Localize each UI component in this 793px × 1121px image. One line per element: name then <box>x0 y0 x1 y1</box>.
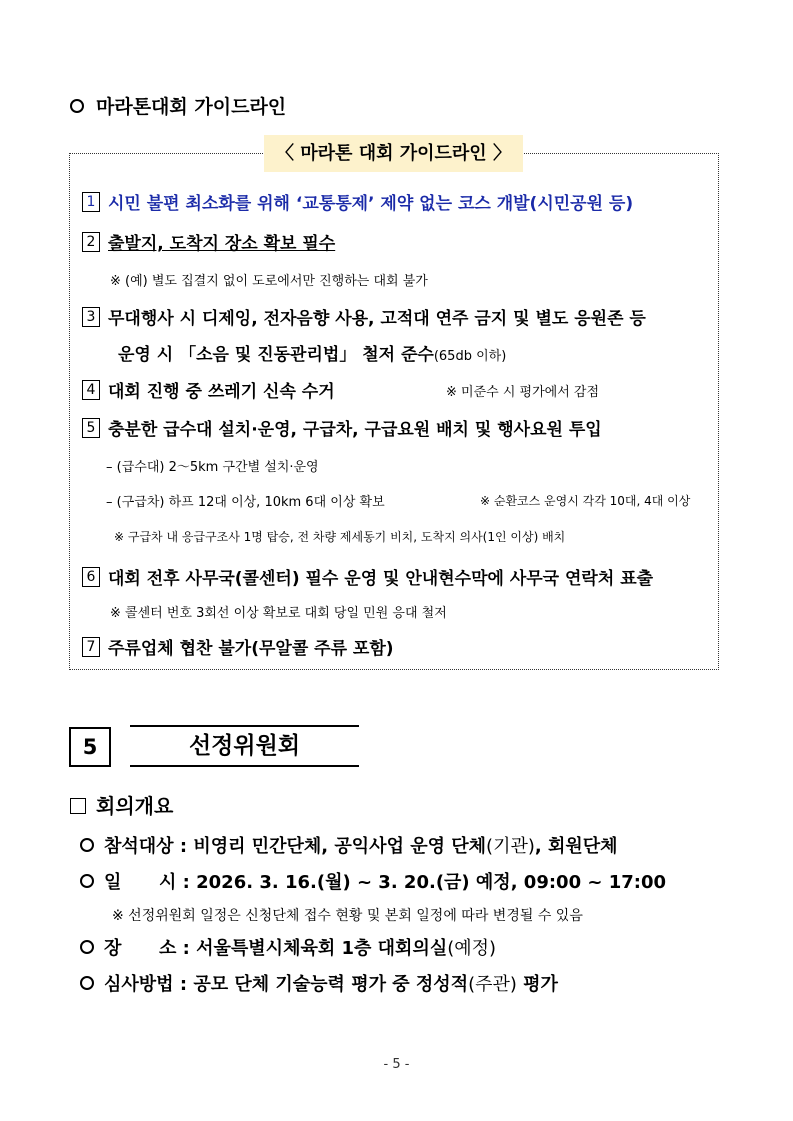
meeting-attendees: 참석대상 : 비영리 민간단체, 공익사업 운영 단체(기관), 회원단체 <box>80 832 618 858</box>
guideline-note-5c: ※ 구급차 내 응급구조사 1명 탑승, 전 차량 제세동기 비치, 도착지 의사(1인 이상) 배치 <box>114 530 566 544</box>
guideline-note-5a: – (급수대) 2～5km 구간별 설치·운영 <box>106 460 319 475</box>
section-heading: 마라톤대회 가이드라인 <box>70 92 286 119</box>
bullet-circle-icon <box>70 99 84 113</box>
guideline-note-5b-extra: ※ 순환코스 운영시 각각 10대, 4대 이상 <box>480 494 691 508</box>
bullet-circle-icon <box>80 874 94 888</box>
section-title: 선정위원회 <box>130 725 359 767</box>
guideline-item-5: 5 충분한 급수대 설치·운영, 구급차, 구급요원 배치 및 행사요원 투입 <box>82 415 602 440</box>
guideline-item-3-line2: 운영 시 「소음 및 진동관리법」 철저 준수(65db 이하) <box>118 345 507 365</box>
guideline-note-6: ※ 콜센터 번호 3회선 이상 확보로 대회 당일 민원 응대 철저 <box>110 606 447 621</box>
bullet-circle-icon <box>80 838 94 852</box>
guideline-note-2: ※ (예) 별도 집결지 없이 도로에서만 진행하는 대회 불가 <box>110 274 428 289</box>
section-number: 5 <box>69 727 111 767</box>
meeting-heading: 회의개요 <box>70 790 173 819</box>
guideline-box-title: 〈 마라톤 대회 가이드라인 〉 <box>264 135 523 172</box>
meeting-date-note: ※ 선정위원회 일정은 신청단체 접수 현황 및 본회 일정에 따라 변경될 수 있음 <box>112 908 583 924</box>
guideline-item-1: 1 시민 불편 최소화를 위해 ‘교통통제’ 제약 없는 코스 개발(시민공원 등) <box>82 189 633 214</box>
checkbox-square-icon <box>70 798 86 814</box>
guideline-note-5b: – (구급차) 하프 12대 이상, 10km 6대 이상 확보 <box>106 495 385 510</box>
guideline-item-4: 4 대회 진행 중 쓰레기 신속 수거 <box>82 377 335 402</box>
meeting-method: 심사방법 : 공모 단체 기술능력 평가 중 정성적(주관) 평가 <box>80 970 558 996</box>
page-number: - 5 - <box>383 1057 410 1072</box>
guideline-item-2: 2 출발지, 도착지 장소 확보 필수 <box>82 229 335 254</box>
bullet-circle-icon <box>80 976 94 990</box>
guideline-note-4: ※ 미준수 시 평가에서 감점 <box>446 385 600 400</box>
guideline-item-3: 3 무대행사 시 디제잉, 전자음향 사용, 고적대 연주 금지 및 별도 응원존 등 <box>82 304 646 329</box>
bullet-circle-icon <box>80 940 94 954</box>
meeting-date: 일 시 : 2026. 3. 16.(월) ~ 3. 20.(금) 예정, 09:00 ~ 17:00 <box>80 868 666 894</box>
meeting-place: 장 소 : 서울특별시체육회 1층 대회의실(예정) <box>80 934 496 960</box>
guideline-item-6: 6 대회 전후 사무국(콜센터) 필수 운영 및 안내현수막에 사무국 연락처 표출 <box>82 564 653 589</box>
guideline-item-7: 7 주류업체 협찬 불가(무알콜 주류 포함) <box>82 634 394 659</box>
